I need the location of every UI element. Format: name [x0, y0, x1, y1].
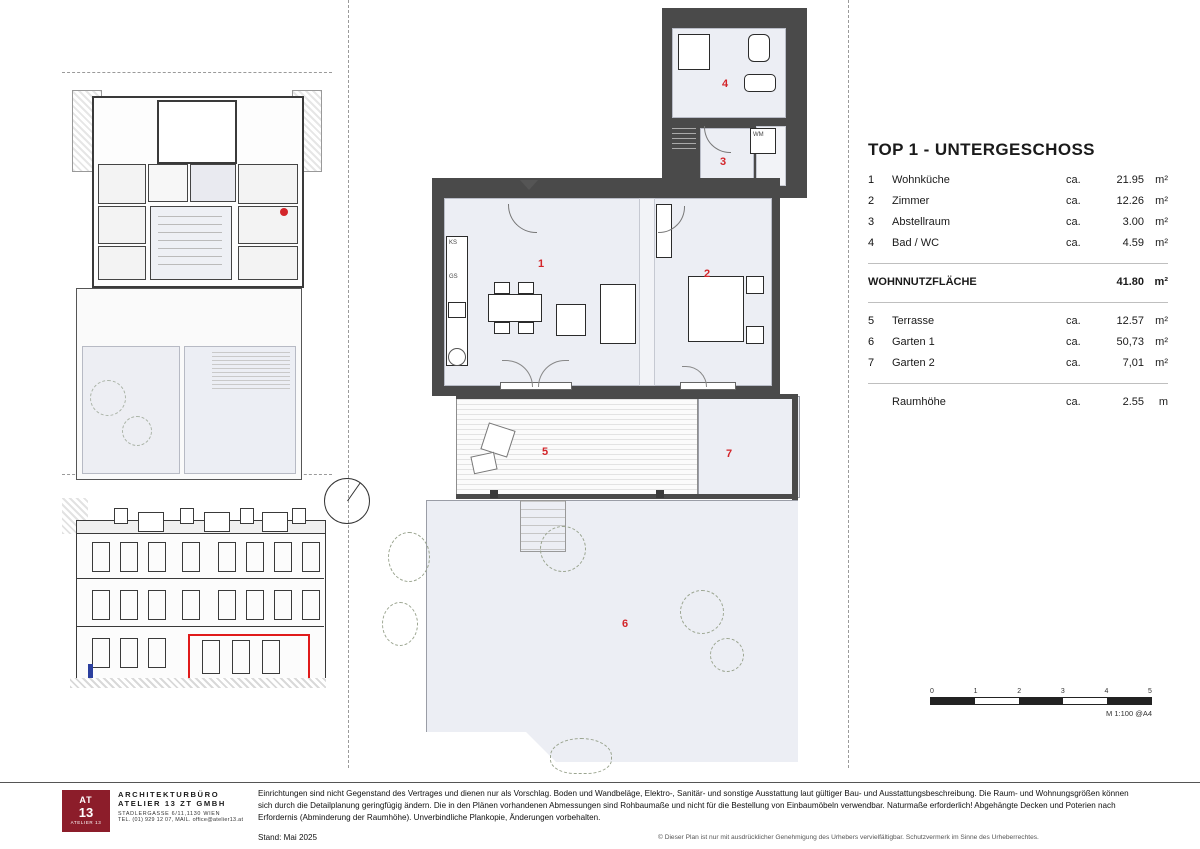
legend-row [868, 357, 1168, 369]
plan-fixture-sink [744, 74, 776, 92]
plan-shrub [550, 738, 612, 774]
plan-number-1: 1 [538, 258, 545, 270]
logo-line-2: 13 [78, 804, 94, 820]
divider-right-vertical [848, 0, 849, 768]
legend-label: Bad / WC [892, 237, 940, 249]
legend-label: Garten 2 [892, 357, 935, 369]
legend-value: 7,01 [1122, 357, 1144, 369]
plan-post-marker [656, 490, 664, 498]
elevation-chimney [180, 508, 194, 524]
legend-value: 21.95 [1116, 174, 1144, 186]
keyplan-room [148, 164, 188, 202]
elevation-window [218, 590, 236, 620]
scale-caption: M 1:100 @A4 [1106, 709, 1152, 718]
legend-unit: m² [1155, 216, 1168, 228]
legend-ca: ca. [1066, 336, 1081, 348]
legend-summary-label: WOHNNUTZFLÄCHE [868, 276, 977, 288]
elevation-window [246, 542, 264, 572]
elevation-window [92, 542, 110, 572]
office-line-4: TEL. (01) 929 12 07, MAIL. office@atelier13.at [118, 817, 244, 823]
plan-tree [382, 602, 418, 646]
legend-row [868, 195, 1168, 207]
office-line-2: ATELIER 13 ZT GMBH [118, 799, 226, 808]
elevation-window [148, 542, 166, 572]
legend-index: 3 [868, 216, 875, 228]
plan-nightstand [746, 276, 764, 294]
legend-index: 5 [868, 315, 875, 327]
plan-tree [388, 532, 430, 582]
legend-room-height-row [868, 396, 1168, 408]
legend-label: Abstellraum [892, 216, 951, 228]
legend-unit: m² [1155, 315, 1168, 327]
legend-summary-row [868, 276, 1168, 288]
elevation-floor-line [76, 578, 324, 579]
plan-tree [710, 638, 744, 672]
main-floor-plan [360, 8, 830, 768]
elevation-window [92, 590, 110, 620]
elevation-chimney [240, 508, 254, 524]
elevation-floor-line [76, 626, 324, 627]
legend-height-unit: m [1158, 396, 1168, 408]
elevation-drawing [62, 498, 330, 698]
plan-dining-table [488, 294, 542, 322]
plan-room-hall [639, 198, 655, 386]
revision-date: Stand: Mai 2025 [258, 833, 317, 842]
legend-height-ca: ca. [1066, 396, 1081, 408]
elevation-window [302, 542, 320, 572]
legend-value: 4.59 [1122, 237, 1144, 249]
elevation-window [120, 638, 138, 668]
plan-bed [688, 276, 744, 342]
legend-unit: m² [1155, 357, 1168, 369]
plan-kitchen-counter [446, 236, 468, 366]
plan-number-2: 2 [704, 268, 711, 280]
legend-value: 3.00 [1122, 216, 1144, 228]
logo-line-3: ATELIER 13 [70, 820, 102, 826]
legend-unit: m² [1155, 195, 1168, 207]
keyplan-room [98, 206, 146, 244]
plan-stair-lines [672, 128, 696, 152]
plan-fixture-wc [748, 34, 770, 62]
plan-garden-1 [426, 500, 800, 764]
legend-row [868, 216, 1168, 228]
elevation-window [182, 542, 200, 572]
office-line-1: ARCHITEKTURBÜRO [118, 790, 220, 799]
scale-ticks [930, 688, 1152, 695]
keyplan-room [238, 246, 298, 280]
elevation-unit-window [262, 640, 280, 674]
elevation-ground-hatch [70, 678, 326, 688]
elevation-window [148, 590, 166, 620]
plan-post-marker [490, 490, 498, 498]
legend-label: Terrasse [892, 315, 935, 327]
legend-index: 1 [868, 174, 875, 186]
legend-ca: ca. [1066, 195, 1081, 207]
legend-height-label: Raumhöhe [892, 396, 946, 408]
logo-line-1: AT [79, 795, 93, 806]
legend-index: 6 [868, 336, 875, 348]
scale-tick: 3 [1060, 688, 1065, 695]
elevation-window [218, 542, 236, 572]
scale-bar-graphic [930, 697, 1152, 705]
scale-bar [930, 688, 1152, 718]
page-title: TOP 1 - UNTERGESCHOSS [868, 140, 1095, 159]
office-line-3: STADLERGASSE 6/11,1130 WIEN [118, 811, 221, 817]
elevation-chimney [292, 508, 306, 524]
legend-row [868, 315, 1168, 327]
legend-index: 4 [868, 237, 875, 249]
legend-unit: m² [1155, 174, 1168, 186]
legend-ca: ca. [1066, 174, 1081, 186]
plan-kitchen-hob [448, 348, 466, 366]
scale-tick: 2 [1017, 688, 1022, 695]
plan-chair [494, 282, 510, 294]
company-logo [62, 790, 110, 832]
legend-unit: m² [1155, 237, 1168, 249]
copyright-notice: © Dieser Plan ist nur mit ausdrücklicher Genehmigung des Urhebers vervielfältigbar. Schutzvermerk im Sinne des Urheberrechtes. [658, 834, 1039, 841]
elevation-chimney [114, 508, 128, 524]
legend-ca: ca. [1066, 216, 1081, 228]
keyplan-room-highlight [190, 164, 236, 202]
keyplan-tree [122, 416, 152, 446]
legend-value: 50,73 [1116, 336, 1144, 348]
elevation-window [120, 542, 138, 572]
legend-row [868, 174, 1168, 186]
elevation-unit-window [202, 640, 220, 674]
plan-number-6: 6 [622, 618, 629, 630]
legend-index: 2 [868, 195, 875, 207]
elevation-blue-marker [88, 664, 93, 678]
plan-kitchen-sink [448, 302, 466, 318]
legend-label: Garten 1 [892, 336, 935, 348]
keyplan-room [98, 246, 146, 280]
elevation-window [246, 590, 264, 620]
elevation-window [120, 590, 138, 620]
legend-height-value: 2.55 [1122, 396, 1144, 408]
legend-value: 12.26 [1116, 195, 1144, 207]
legend-summary-value: 41.80 [1116, 276, 1144, 288]
legend-index: 7 [868, 357, 875, 369]
plan-tree [680, 590, 724, 634]
plan-chair [518, 282, 534, 294]
elevation-dormer [262, 512, 288, 532]
plan-chair [518, 322, 534, 334]
elevation-window [274, 542, 292, 572]
legend-ca: ca. [1066, 357, 1081, 369]
keyplan-room [98, 164, 146, 204]
plan-label-gs: GS [449, 274, 458, 280]
elevation-dormer [204, 512, 230, 532]
legend-ca: ca. [1066, 315, 1081, 327]
legend-ca: ca. [1066, 237, 1081, 249]
plan-coffee-table [556, 304, 586, 336]
legend-label: Wohnküche [892, 174, 950, 186]
legend-label: Zimmer [892, 195, 930, 207]
plan-wall-terrace-bottom [456, 494, 798, 499]
legend-divider-2 [868, 302, 1168, 303]
legend-row [868, 237, 1168, 249]
elevation-window [92, 638, 110, 668]
scale-tick: 4 [1104, 688, 1109, 695]
elevation-window [148, 638, 166, 668]
legend-value: 12.57 [1116, 315, 1144, 327]
keyplan-room [238, 206, 298, 244]
office-address [118, 790, 250, 823]
legend-panel [868, 140, 1168, 417]
elevation-dormer [138, 512, 164, 532]
elevation-unit-window [232, 640, 250, 674]
key-plan [62, 60, 330, 460]
scale-tick: 5 [1148, 688, 1152, 695]
plan-label-ks: KS [449, 240, 458, 246]
elevation-window [302, 590, 320, 620]
plan-label-wm: WM [753, 132, 764, 138]
elevation-window [182, 590, 200, 620]
plan-wall-terrace-edge [456, 394, 798, 399]
keyplan-terrace-hatch [212, 352, 290, 392]
plan-number-3: 3 [720, 156, 727, 168]
plan-number-5: 5 [542, 446, 549, 458]
legend-unit: m² [1155, 336, 1168, 348]
keyplan-stair-lines [158, 216, 222, 268]
plan-chair [494, 322, 510, 334]
plan-tree [540, 526, 586, 572]
scale-tick: 0 [930, 688, 934, 695]
keyplan-tree [90, 380, 126, 416]
divider-left-vertical [348, 0, 349, 768]
plan-garden-2 [698, 396, 800, 498]
legend-row [868, 336, 1168, 348]
plan-sofa [600, 284, 636, 344]
plan-nightstand [746, 326, 764, 344]
plan-number-7: 7 [726, 448, 733, 460]
disclaimer-text: Einrichtungen sind nicht Gegenstand des Vertrages und dienen nur als Vorschlag. Boden und Wandbeläge, Elektro-, Sanitär- und sonstige Ausstattung laut gültiger Bau- und Ausstattungsbeschreibung. Die Raum- und Wohnungsgrößen können sich durch die Detailplanung geringfügig ändern. Die in den Plänen vorhandenen Abmessungen sind Rohbaumaße und nicht für die Bestellung von Einbaumöbeln verwendbar. Naturmaße erforderlich! Abgehängte Decken und Poterien nach Erfordernis (Abminderung der Raumhöhe). Unverbindliche Plankopie, Änderungen vorbehalten. [258, 789, 1129, 823]
keyplan-location-marker [280, 208, 288, 216]
elevation-window [274, 590, 292, 620]
plan-fixture-shower [678, 34, 710, 70]
legend-divider [868, 263, 1168, 264]
keyplan-courtyard [157, 100, 237, 164]
keyplan-room [238, 164, 298, 204]
legend-summary-unit: m² [1154, 276, 1168, 288]
scale-tick: 1 [973, 688, 978, 695]
legend-divider-3 [868, 383, 1168, 384]
plan-number-4: 4 [722, 78, 729, 90]
plan-entry-arrow [520, 180, 538, 190]
